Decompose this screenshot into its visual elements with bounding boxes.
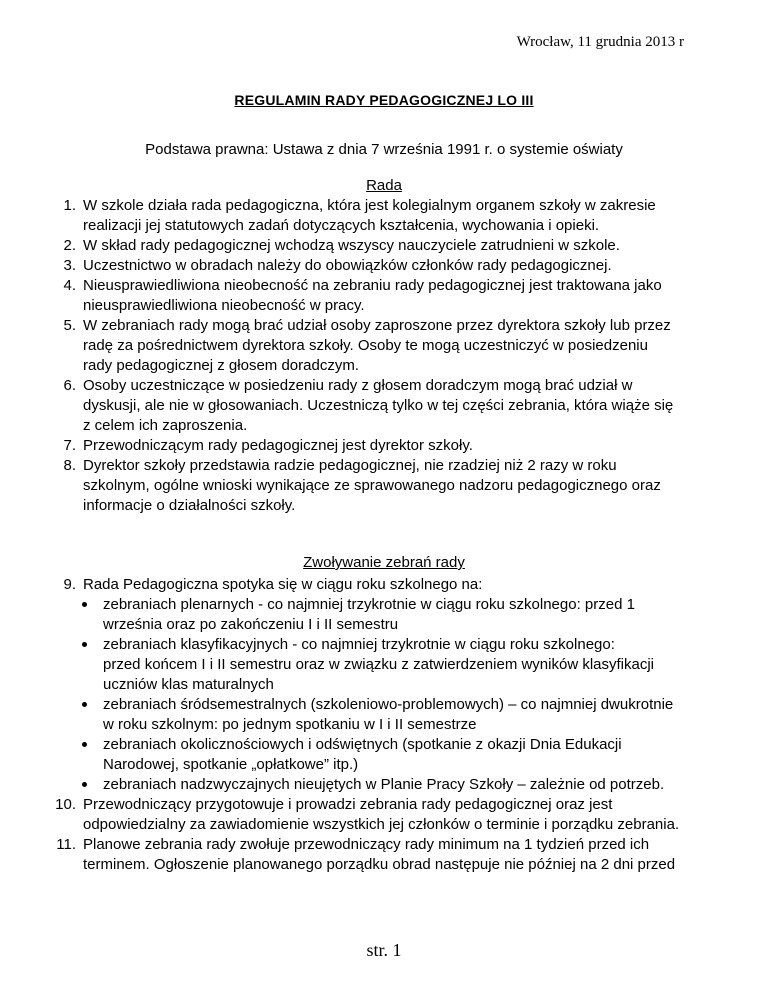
bullet-icon bbox=[82, 702, 87, 707]
bullet-item bbox=[83, 695, 698, 735]
section-heading-zwolywanie: Zwoływanie zebrań rady bbox=[303, 554, 465, 571]
item-intro: Rada Pedagogiczna spotyka się w ciągu roku szkolnego na: bbox=[83, 576, 483, 593]
text-line: zebraniach klasyfikacyjnych - co najmniej trzykrotnie w ciągu roku szkolnego: bbox=[103, 636, 615, 653]
page-number: str. 1 bbox=[366, 940, 402, 960]
item-number: 10. bbox=[55, 796, 76, 813]
text-line: terminem. Ogłoszenie planowanego porządku obrad następuje nie później na 2 dni przed bbox=[83, 856, 676, 873]
document-date: Wrocław, 11 grudnia 2013 r bbox=[516, 34, 684, 50]
text-line: Uczestnictwo w obradach należy do obowiązków członków rady pedagogicznej. bbox=[83, 257, 612, 274]
legal-basis: Podstawa prawna: Ustawa z dnia 7 września 1991 r. o systemie oświaty bbox=[145, 141, 623, 158]
list-item bbox=[0, 575, 768, 795]
item-number: 2. bbox=[63, 237, 76, 254]
list-item bbox=[0, 835, 768, 875]
item-number: 5. bbox=[63, 317, 76, 334]
text-line: realizacji jej statutowych zadań dotyczących kształcenia, wychowania i opieki. bbox=[83, 217, 600, 234]
text-line: rady pedagogicznej z głosem doradczym. bbox=[83, 357, 359, 374]
section-heading-rada: Rada bbox=[366, 177, 402, 194]
bullet-item bbox=[83, 735, 698, 775]
text-line: zebraniach nadzwyczajnych nieujętych w Planie Pracy Szkoły – zależnie od potrzeb. bbox=[103, 776, 665, 793]
list-item bbox=[0, 196, 768, 236]
bullet-list bbox=[83, 595, 698, 795]
bullet-icon bbox=[82, 602, 87, 607]
text-line: radę za pośrednictwem dyrektora szkoły. Osoby te mogą uczestniczyć w posiedzeniu bbox=[83, 337, 648, 354]
list-item bbox=[0, 236, 768, 256]
item-number: 1. bbox=[63, 197, 76, 214]
item-number: 11. bbox=[56, 836, 76, 853]
text-line: W zebraniach rady mogą brać udział osoby zaproszone przez dyrektora szkoły lub przez bbox=[83, 317, 671, 334]
bullet-icon bbox=[82, 642, 87, 647]
text-line: W szkole działa rada pedagogiczna, która jest kolegialnym organem szkoły w zakresie bbox=[83, 197, 656, 214]
bullet-icon bbox=[82, 782, 87, 787]
list-item bbox=[0, 795, 768, 835]
text-line: przed końcem I i II semestru oraz w związku z zatwierdzeniem wyników klasyfikacji bbox=[103, 656, 655, 673]
document-title: REGULAMIN RADY PEDAGOGICZNEJ LO III bbox=[234, 92, 534, 108]
list-item bbox=[0, 276, 768, 316]
text-line: Narodowej, spotkanie „opłatkowe” itp.) bbox=[103, 756, 359, 773]
item-number: 8. bbox=[63, 457, 76, 474]
item-number: 9. bbox=[63, 576, 76, 593]
item-number: 4. bbox=[63, 277, 76, 294]
section-rada-list bbox=[0, 196, 768, 516]
section-zwolywanie-list bbox=[0, 575, 768, 875]
text-line: odpowiedzialny za zawiadomienie wszystkich jej członków o terminie i porządku zebrania. bbox=[83, 816, 680, 833]
bullet-item bbox=[83, 635, 698, 695]
text-line: informacje o działalności szkoły. bbox=[83, 497, 296, 514]
list-item bbox=[0, 456, 768, 516]
list-item bbox=[0, 436, 768, 456]
item-number: 6. bbox=[63, 377, 76, 394]
item-number: 7. bbox=[63, 437, 76, 454]
text-line: szkolnym, ogólne wnioski wynikające ze sprawowanego nadzoru pedagogicznego oraz bbox=[83, 477, 661, 494]
text-line: zebraniach śródsemestralnych (szkoleniowo-problemowych) – co najmniej dwukrotnie bbox=[103, 696, 674, 713]
text-line: Dyrektor szkoły przedstawia radzie pedagogicznej, nie rzadziej niż 2 razy w roku bbox=[83, 457, 617, 474]
text-line: Przewodniczącym rady pedagogicznej jest dyrektor szkoły. bbox=[83, 437, 473, 454]
text-line: W skład rady pedagogicznej wchodzą wszyscy nauczyciele zatrudnieni w szkole. bbox=[83, 237, 620, 254]
text-line: nieusprawiedliwiona nieobecność w pracy. bbox=[83, 297, 365, 314]
list-item bbox=[0, 256, 768, 276]
text-line: z celem ich zaproszenia. bbox=[83, 417, 248, 434]
item-number: 3. bbox=[63, 257, 76, 274]
text-line: zebraniach plenarnych - co najmniej trzykrotnie w ciągu roku szkolnego: przed 1 bbox=[103, 596, 635, 613]
text-line: uczniów klas maturalnych bbox=[103, 676, 274, 693]
list-item bbox=[0, 376, 768, 436]
text-line: Nieusprawiedliwiona nieobecność na zebraniu rady pedagogicznej jest traktowana jako bbox=[83, 277, 662, 294]
text-line: w roku szkolnym: po jednym spotkaniu w I i II semestrze bbox=[103, 716, 477, 733]
text-line: dyskusji, ale nie w głosowaniach. Uczestniczą tylko w tej części zebrania, która wiąże się bbox=[83, 397, 674, 414]
text-line: września oraz po zakończeniu I i II semestru bbox=[103, 616, 399, 633]
bullet-icon bbox=[82, 742, 87, 747]
bullet-item bbox=[83, 775, 698, 795]
text-line: Planowe zebrania rady zwołuje przewodniczący rady minimum na 1 tydzień przed ich bbox=[83, 836, 650, 853]
text-line: Osoby uczestniczące w posiedzeniu rady z głosem doradczym mogą brać udział w bbox=[83, 377, 633, 394]
text-line: zebraniach okolicznościowych i odświętnych (spotkanie z okazji Dnia Edukacji bbox=[103, 736, 622, 753]
bullet-item bbox=[83, 595, 698, 635]
list-item bbox=[0, 316, 768, 376]
text-line: Przewodniczący przygotowuje i prowadzi zebrania rady pedagogicznej oraz jest bbox=[83, 796, 613, 813]
